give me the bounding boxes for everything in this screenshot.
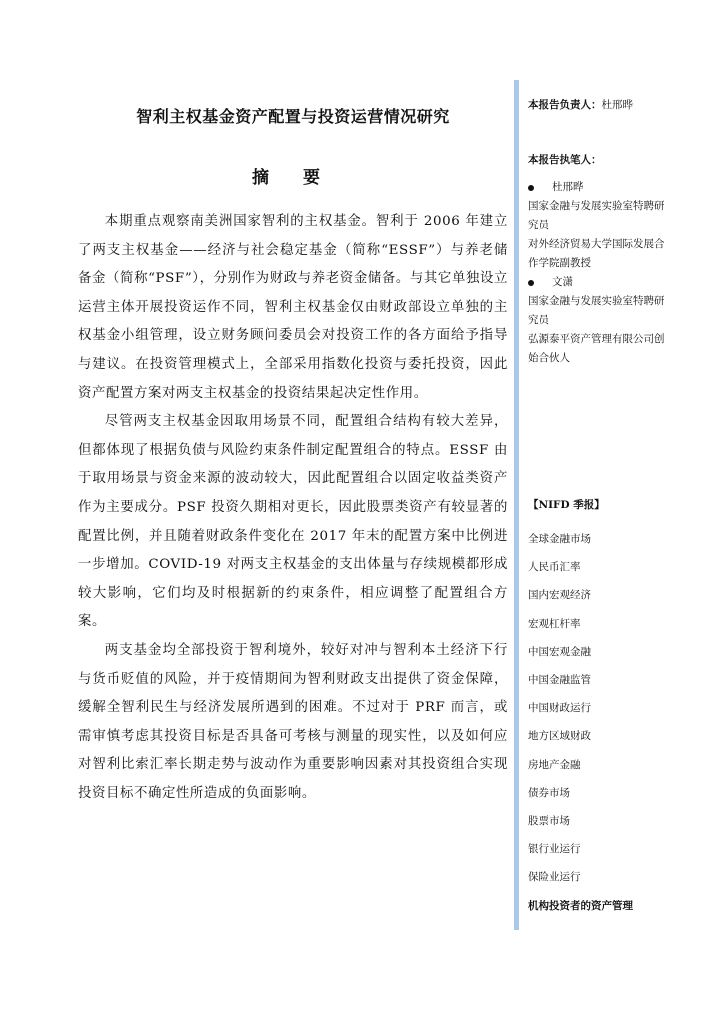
- list-item: 债券市场: [528, 786, 570, 799]
- author-affiliation: 对外经济贸易大学国际发展合作学院副教授: [528, 238, 665, 269]
- list-item: 机构投资者的资产管理: [528, 899, 633, 912]
- author-name: 杜邢晔: [552, 181, 584, 193]
- authors-block: [528, 151, 668, 368]
- responsible-label: 本报告负责人：: [528, 99, 602, 111]
- list-item: 人民币汇率: [528, 561, 581, 574]
- author-2: [528, 273, 668, 292]
- list-item: 中国宏观金融: [528, 645, 591, 658]
- list-item: 宏观杠杆率: [528, 617, 581, 630]
- author-name: 文潇: [552, 276, 573, 288]
- abstract-paragraph-3: 两支基金均全部投资于智利境外，较好对冲与智利本土经济下行与货币贬值的风险，并于疫情期间为智利财政支出提供了资金保障，缓解全智利民生与经济发展所遇到的困难。不过对于 PRF 而言，或需审慎考虑其投资目标是否具备可考核与测量的现实性，以及如何应对智利比索汇率长期走势与波动作为重要影响因素对其投资组合实现投资目标不确定性所造成的负面影响。: [78, 642, 508, 801]
- nifd-list: [528, 525, 668, 920]
- bullet-icon: [528, 185, 534, 191]
- responsible-block: [528, 96, 668, 115]
- sidebar: [528, 96, 668, 920]
- abstract-paragraph-2: 尽管两支主权基金因取用场景不同，配置组合结构有较大差异，但都体现了根据负债与风险约束条件制定配置组合的特点。ESSF 由于取用场景与资金来源的波动较大，因此配置组合以固定收益类资产作为主要成分。PSF 投资久期相对更长，因此股票类资产有较显著的配置比例，并且随着财政条件变化在 2017 年末的配置方案中比例进一步增加。COVID-19 对两支主权基金的支出体量与存续规模都形成较大影响，它们均及时根据新的约束条件，相应调整了配置组合方案。: [78, 414, 508, 630]
- list-item: 银行业运行: [528, 843, 581, 856]
- abstract-paragraph-1: 本期重点观察南美洲国家智利的主权基金。智利于 2006 年建立了两支主权基金——经济与社会稳定基金（简称“ESSF”）与养老储备金（简称“PSF”），分别作为财政与养老资金储备。与其它单独设立运营主体开展投资运作不同，智利主权基金仅由财政部设立单独的主权基金小组管理，设立财务顾问委员会对投资工作的各方面给予指导与建议。在投资管理模式上，全部采用指数化投资与委托投资，因此资产配置方案对两支主权基金的投资结果起决定性作用。: [78, 214, 508, 401]
- list-item: 房地产金融: [528, 758, 581, 771]
- author-affiliation: 国家金融与发展实验室特聘研究员: [528, 295, 665, 326]
- list-item: 股票市场: [528, 815, 570, 828]
- nifd-title: 【NIFD 季报】: [528, 499, 605, 511]
- list-item: 中国金融监管: [528, 674, 591, 687]
- author-affiliation: 弘源泰平资产管理有限公司创始合伙人: [528, 333, 665, 364]
- abstract-heading: 摘 要: [252, 168, 334, 188]
- main-column: [78, 96, 508, 808]
- author-affiliation: 国家金融与发展实验室特聘研究员: [528, 200, 665, 231]
- sidebar-divider: [514, 80, 519, 930]
- authors-label: 本报告执笔人：: [528, 154, 602, 166]
- list-item: 全球金融市场: [528, 533, 591, 545]
- list-item: 国内宏观经济: [528, 589, 591, 602]
- author-1: [528, 178, 668, 197]
- list-item: 地方区域财政: [528, 730, 591, 743]
- list-item: 保险业运行: [528, 871, 581, 884]
- report-title: 智利主权基金资产配置与投资运营情况研究: [136, 107, 450, 126]
- responsible-name: 杜邢晔: [601, 99, 633, 111]
- bullet-icon: [528, 280, 534, 286]
- list-item: 中国财政运行: [528, 702, 591, 715]
